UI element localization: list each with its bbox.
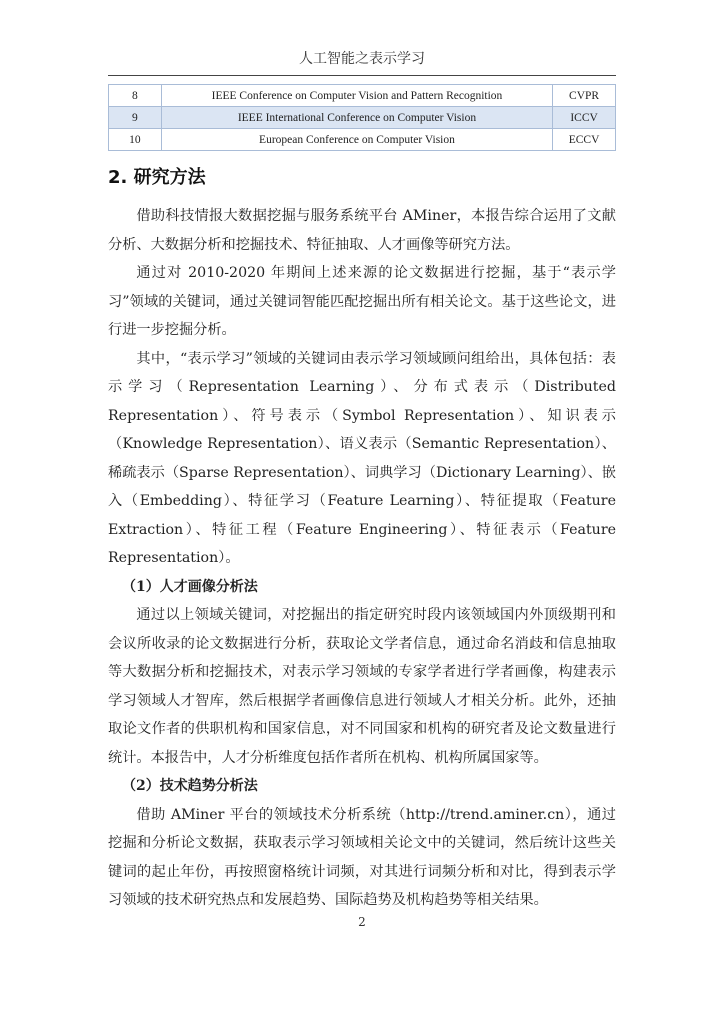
subsection-title: （2）技术趋势分析法 — [122, 778, 258, 794]
table-cell-conference-name: IEEE Conference on Computer Vision and Pattern Recognition — [161, 85, 552, 107]
table-cell-number: 9 — [109, 107, 162, 129]
table-cell-number: 8 — [109, 85, 162, 107]
paragraph: 借助科技情报大数据挖掘与服务系统平台 AMiner，本报告综合运用了文献分析、大数据分析和挖掘技术、特征抽取、人才画像等研究方法。 — [108, 208, 616, 253]
table-row — [109, 85, 616, 107]
header-rule — [108, 75, 616, 76]
subsection-title: （1）人才画像分析法 — [122, 578, 258, 595]
table-cell-abbreviation: ICCV — [553, 107, 616, 129]
paragraph: 通过以上领域关键词，对挖掘出的指定研究时段内该领域国内外顶级期刊和会议所收录的论文数据进行分析，获取论文学者信息，通过命名消歧和信息抽取等大数据分析和挖掘技术，对表示学习领域的专家学者进行学者画像，构建表示学习领域人才智库，然后根据学者画像信息进行领域人才相关分析。此外，还抽取论文作者的供职机构和国家信息，对不同国家和机构的研究者及论文数量进行统计。本报告中，人才分析维度包括作者所在机构、机构所属国家等。 — [108, 607, 616, 766]
body-text — [108, 202, 616, 915]
table-cell-abbreviation: CVPR — [553, 85, 616, 107]
section-title: 2. 研究方法 — [108, 167, 206, 188]
table-cell-conference-name: European Conference on Computer Vision — [161, 129, 552, 151]
table-cell-conference-name: IEEE International Conference on Computer Vision — [161, 107, 552, 129]
conference-table — [108, 84, 616, 151]
paragraph: 通过对 2010-2020 年期间上述来源的论文数据进行挖掘，基于“表示学习”领域的关键词，通过关键词智能匹配挖掘出所有相关论文。基于这些论文，进行进一步挖掘分析。 — [108, 265, 616, 338]
page-header-title: 人工智能之表示学习 — [299, 51, 425, 67]
table-row — [109, 129, 616, 151]
table-cell-number: 10 — [109, 129, 162, 151]
paragraph: 借助 AMiner 平台的领域技术分析系统（http://trend.aminer.cn），通过挖掘和分析论文数据，获取表示学习领域相关论文中的关键词，然后统计这些关键词的起止年份，再按照窗格统计词频，对其进行词频分析和对比，得到表示学习领域的技术研究热点和发展趋势、国际趋势及机构趋势等相关结果。 — [108, 806, 616, 908]
paragraph: 其中，“表示学习”领域的关键词由表示学习领域顾问组给出，具体包括：表示学习（Representation Learning）、分布式表示（Distributed Representation）、符号表示（Symbol Representation）、知识表示（Knowledge Representation）、语义表示（Semantic Representation）、稀疏表示（Sparse Representation）、词典学习（Dictionary Learning）、嵌入（Embedding）、特征学习（Feature Learning）、特征提取（Feature Extraction）、特征工程（Feature Engineering）、特征表示（Feature Representation）。 — [108, 350, 616, 566]
table-row — [109, 107, 616, 129]
table-cell-abbreviation: ECCV — [553, 129, 616, 151]
page-number: 2 — [358, 915, 366, 929]
